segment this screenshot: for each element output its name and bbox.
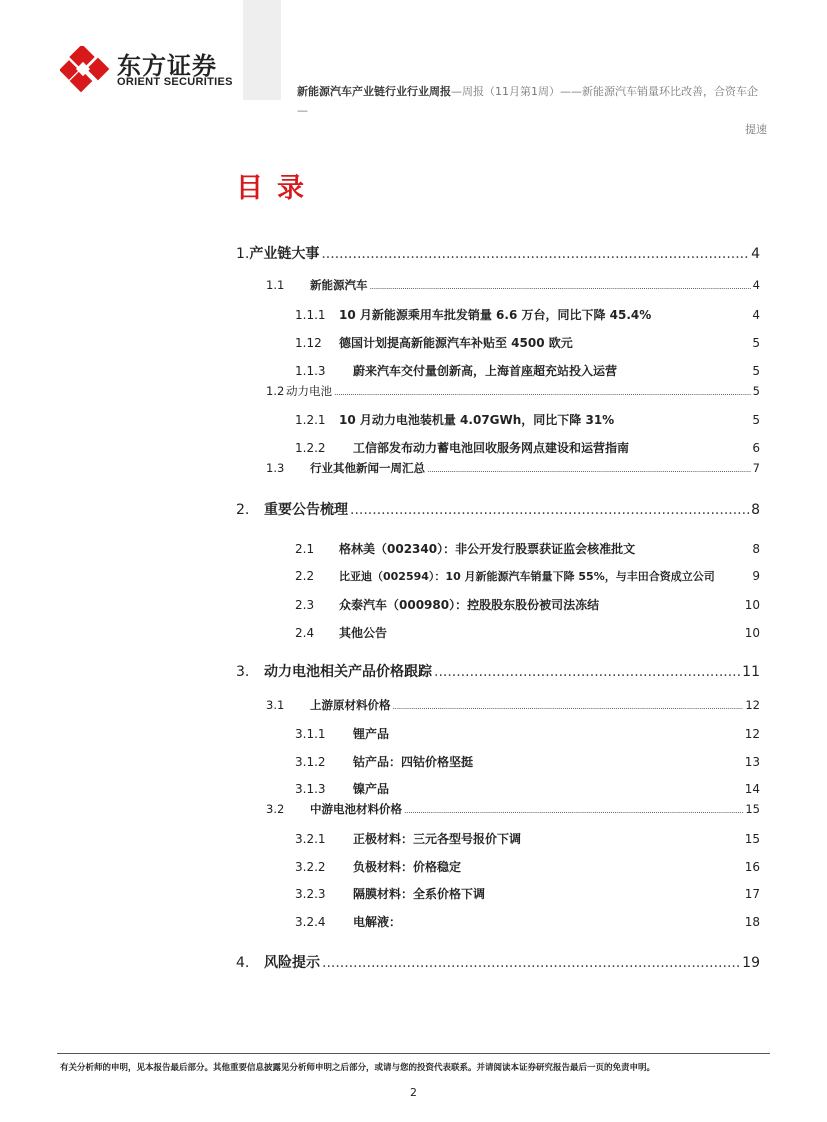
toc-leader-dots bbox=[434, 664, 740, 680]
toc-entry-label: 行业其他新闻一周汇总 bbox=[310, 461, 425, 475]
toc-entry-page: 17 bbox=[744, 887, 760, 901]
toc-entry-number: 1.1.1 bbox=[295, 308, 326, 322]
toc-entry-label: 10 月新能源乘用车批发销量 6.6 万台，同比下降 45.4% bbox=[339, 308, 652, 322]
toc-entry[interactable] bbox=[295, 334, 760, 351]
toc-entry-number: 1.1.3 bbox=[295, 364, 326, 378]
toc-entry-page: 6 bbox=[752, 441, 760, 455]
toc-entry-number: 1.2.2 bbox=[295, 441, 326, 455]
toc-entry-page: 11 bbox=[742, 664, 760, 680]
toc-entry-label: 产业链大事 bbox=[249, 246, 320, 262]
toc-entry-page: 16 bbox=[744, 860, 760, 874]
toc-entry-label: 隔膜材料：全系价格下调 bbox=[353, 887, 486, 901]
toc-entry-page: 12 bbox=[744, 727, 760, 741]
toc-entry-number: 2. bbox=[236, 502, 250, 518]
toc-entry[interactable] bbox=[236, 661, 760, 681]
toc-entry-page: 19 bbox=[742, 955, 760, 971]
toc-entry-number: 2.2 bbox=[295, 569, 315, 583]
toc-entry-number: 1. bbox=[236, 246, 250, 262]
toc-entry[interactable] bbox=[295, 306, 760, 323]
toc-entry-page: 13 bbox=[744, 755, 760, 769]
toc-entry-label: 镍产品 bbox=[353, 782, 390, 796]
toc-entry-number: 2.1 bbox=[295, 542, 315, 556]
toc-entry-label: 蔚来汽车交付量创新高，上海首座超充站投入运营 bbox=[353, 364, 618, 378]
toc-entry[interactable] bbox=[266, 801, 760, 817]
toc-entry[interactable] bbox=[295, 858, 760, 875]
toc-entry-number: 1.1 bbox=[266, 278, 285, 292]
toc-entry-number: 3.1.3 bbox=[295, 782, 326, 796]
toc-entry-label: 格林美（002340）：非公开发行股票获证监会核准批文 bbox=[339, 542, 636, 556]
toc-entry-number: 3.2.1 bbox=[295, 832, 326, 846]
toc-entry-label: 电解液： bbox=[353, 915, 402, 929]
toc-entry[interactable] bbox=[295, 780, 760, 797]
toc-entry-label: 负极材料：价格稳定 bbox=[353, 860, 462, 874]
toc-entry[interactable] bbox=[236, 243, 760, 263]
toc-entry-number: 1.2 bbox=[266, 384, 285, 398]
toc-leader-dots bbox=[321, 246, 749, 262]
toc-entry-label: 动力电池 bbox=[286, 384, 332, 398]
toc-entry-page: 15 bbox=[744, 832, 760, 846]
toc-entry-label: 众泰汽车（000980）：控股股东股份被司法冻结 bbox=[339, 598, 600, 612]
brand-name-en: ORIENT SECURITIES bbox=[117, 76, 233, 88]
toc-entry-page: 5 bbox=[752, 364, 760, 378]
toc-entry-number: 3.1 bbox=[266, 698, 285, 712]
toc-title: 目录 bbox=[236, 173, 318, 204]
toc-entry[interactable] bbox=[295, 439, 760, 456]
toc-entry[interactable] bbox=[295, 885, 760, 902]
toc-entry-page: 8 bbox=[751, 502, 760, 518]
toc-entry-number: 3.2.2 bbox=[295, 860, 326, 874]
toc-entry-number: 3.1.1 bbox=[295, 727, 326, 741]
toc-entry[interactable] bbox=[295, 913, 760, 930]
toc-entry[interactable] bbox=[266, 277, 760, 293]
toc-entry-page: 4 bbox=[752, 308, 760, 322]
toc-leader-dots bbox=[393, 702, 744, 711]
toc-entry-page: 14 bbox=[744, 782, 760, 796]
toc-entry-page: 10 bbox=[744, 626, 760, 640]
toc-leader-dots bbox=[350, 502, 749, 518]
toc-entry[interactable] bbox=[295, 753, 760, 770]
toc-entry-label: 锂产品 bbox=[353, 727, 390, 741]
toc-entry-number: 1.3 bbox=[266, 461, 285, 475]
toc-entry-label: 其他公告 bbox=[339, 626, 388, 640]
toc-entry-label: 上游原材料价格 bbox=[310, 698, 391, 712]
toc-leader-dots bbox=[404, 806, 743, 815]
toc-entry-page: 9 bbox=[752, 569, 760, 583]
toc-entry[interactable] bbox=[295, 540, 760, 557]
toc-entry-number: 2.4 bbox=[295, 626, 315, 640]
report-title-sub: —周报（11月第1周）——新能源汽车销量环比改善，合资车企— bbox=[297, 85, 758, 117]
toc-entry-number: 1.12 bbox=[295, 336, 322, 350]
toc-entry[interactable] bbox=[236, 499, 760, 519]
toc-entry-page: 4 bbox=[751, 246, 760, 262]
toc-entry[interactable] bbox=[295, 596, 760, 613]
toc-entry-label: 钴产品：四钴价格坚挺 bbox=[353, 755, 474, 769]
toc-entry[interactable] bbox=[266, 383, 760, 399]
toc-entry-number: 3.2.4 bbox=[295, 915, 326, 929]
toc-entry-label: 动力电池相关产品价格跟踪 bbox=[264, 664, 432, 680]
toc-entry-label: 风险提示 bbox=[264, 955, 320, 971]
toc-entry[interactable] bbox=[295, 411, 760, 428]
toc-entry[interactable] bbox=[295, 830, 760, 847]
toc-entry[interactable] bbox=[236, 952, 760, 972]
toc-entry-label: 德国计划提高新能源汽车补贴至 4500 欧元 bbox=[339, 336, 573, 350]
toc-leader-dots bbox=[322, 955, 740, 971]
toc-entry-number: 1.2.1 bbox=[295, 413, 326, 427]
toc-entry-label: 中游电池材料价格 bbox=[310, 802, 402, 816]
toc-leader-dots bbox=[370, 282, 751, 291]
toc-entry-page: 7 bbox=[752, 461, 760, 475]
toc-entry[interactable] bbox=[266, 460, 760, 476]
toc-entry[interactable] bbox=[266, 697, 760, 713]
footer-divider bbox=[57, 1053, 770, 1054]
report-title bbox=[297, 82, 767, 139]
toc-entry-page: 5 bbox=[752, 336, 760, 350]
toc-entry-label: 工信部发布动力蓄电池回收服务网点建设和运营指南 bbox=[353, 441, 630, 455]
toc-leader-dots bbox=[427, 465, 751, 474]
toc-leader-dots bbox=[334, 388, 751, 397]
toc-entry-page: 15 bbox=[745, 802, 760, 816]
orient-securities-logo bbox=[60, 46, 110, 92]
footer-disclaimer: 有关分析师的申明，见本报告最后部分。其他重要信息披露见分析师申明之后部分，或请与您的投资代表联系。并请阅读本证券研究报告最后一页的免责申明。 bbox=[60, 1063, 656, 1073]
toc-entry[interactable] bbox=[295, 362, 760, 379]
toc-entry-number: 3. bbox=[236, 664, 250, 680]
toc-entry-label: 比亚迪（002594）：10 月新能源汽车销量下降 55%，与丰田合资成立公司 bbox=[339, 570, 715, 583]
toc-entry-number: 3.2.3 bbox=[295, 887, 326, 901]
toc-entry[interactable] bbox=[295, 725, 760, 742]
toc-entry-label: 10 月动力电池装机量 4.07GWh，同比下降 31% bbox=[339, 413, 615, 427]
toc-entry-number: 2.3 bbox=[295, 598, 315, 612]
toc-entry-page: 18 bbox=[744, 915, 760, 929]
page-number: 2 bbox=[410, 1086, 417, 1099]
toc-entry-page: 10 bbox=[744, 598, 760, 612]
toc-entry-page: 5 bbox=[752, 413, 760, 427]
toc-entry-number: 3.1.2 bbox=[295, 755, 326, 769]
report-title-end: 提速 bbox=[745, 123, 767, 136]
toc-entry-page: 5 bbox=[752, 384, 760, 398]
toc-entry-number: 4. bbox=[236, 955, 250, 971]
toc-entry-page: 12 bbox=[745, 698, 760, 712]
toc-entry-page: 4 bbox=[752, 278, 760, 292]
toc-entry-label: 重要公告梳理 bbox=[264, 502, 348, 518]
toc-entry-page: 8 bbox=[752, 542, 760, 556]
toc-entry-label: 正极材料：三元各型号报价下调 bbox=[353, 832, 522, 846]
toc-entry-number: 3.2 bbox=[266, 802, 285, 816]
report-title-main: 新能源汽车产业链行业行业周报 bbox=[297, 85, 451, 98]
toc-entry[interactable] bbox=[295, 624, 760, 641]
brand-name-cn: 东方证券 bbox=[117, 52, 217, 80]
toc-entry[interactable] bbox=[295, 568, 760, 584]
header-decor-bar bbox=[243, 0, 281, 100]
toc-entry-label: 新能源汽车 bbox=[310, 278, 368, 292]
